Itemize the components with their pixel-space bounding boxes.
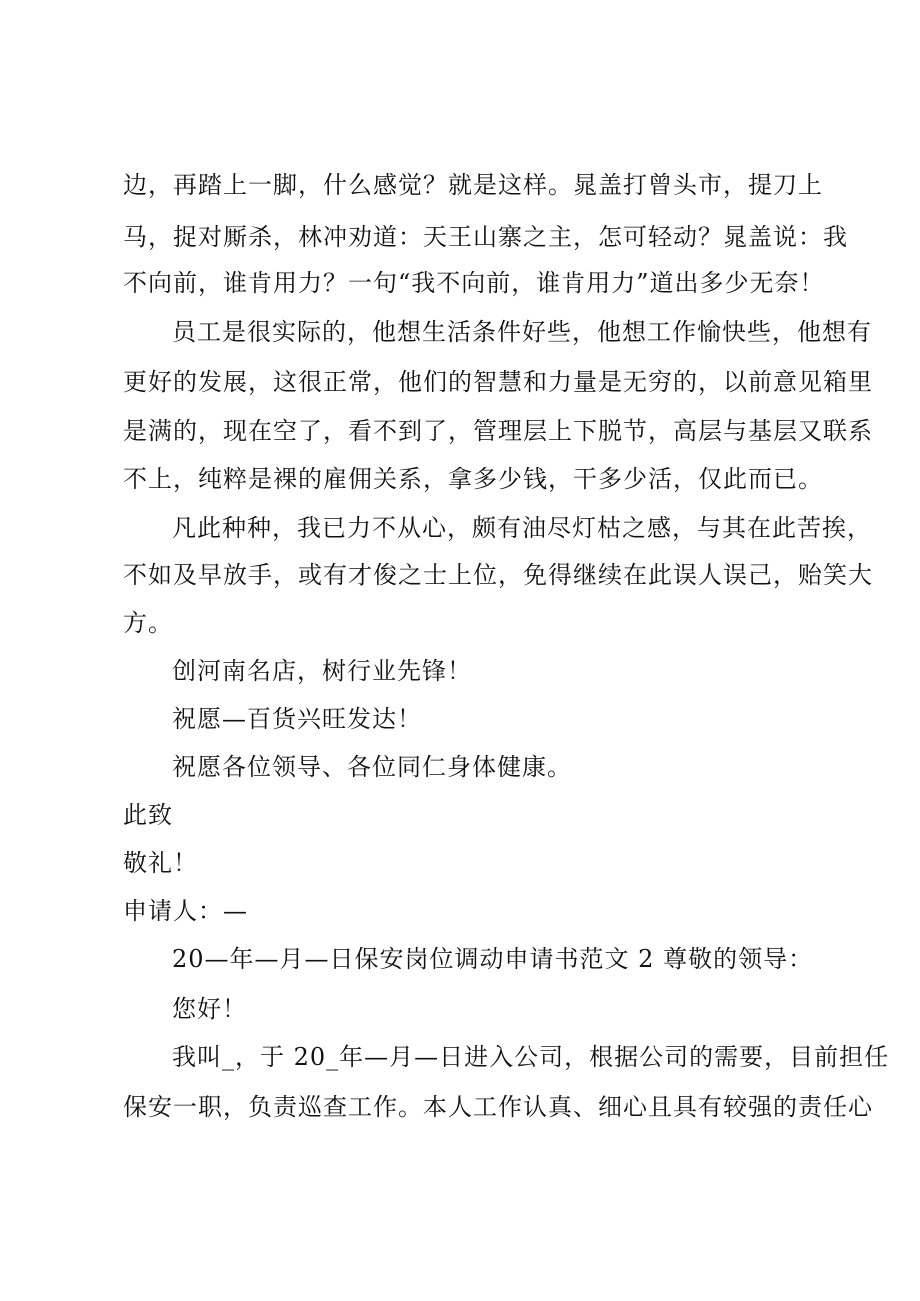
slogan-line: 创河南名店，树行业先锋！ xyxy=(172,657,472,685)
applicant-line: 申请人：— xyxy=(123,897,248,925)
paragraph-line: 凡此种种，我已力不从心，颇有油尽灯枯之感，与其在此苦挨， xyxy=(172,514,872,542)
paragraph-line: 员工是很实际的，他想生活条件好些，他想工作愉快些，他想有 xyxy=(172,318,872,346)
paragraph-line: 保安一职，负责巡查工作。本人工作认真、细心且具有较强的责任心 xyxy=(123,1093,873,1121)
paragraph-line: 不如及早放手，或有才俊之士上位，免得继续在此误人误己，贻笑大 xyxy=(123,561,873,589)
paragraph-line: 不向前，谁肯用力？一句“我不向前，谁肯用力”道出多少无奈！ xyxy=(123,269,825,297)
salutation-line: 敬礼！ xyxy=(123,849,198,877)
paragraph-line: 我叫_，于 20_年—月—日进入公司，根据公司的需要，目前担任 xyxy=(172,1043,890,1071)
paragraph-line: 马，捉对厮杀，林冲劝道：天王山寨之主，怎可轻动？晁盖说：我 xyxy=(123,223,848,251)
greeting-line: 您好！ xyxy=(172,995,247,1023)
paragraph-line: 不上，纯粹是裸的雇佣关系，拿多少钱，干多少活，仅此而已。 xyxy=(123,465,823,493)
paragraph-line: 方。 xyxy=(123,609,173,637)
paragraph-line: 边，再踏上一脚，什么感觉？就是这样。晁盖打曾头市，提刀上 xyxy=(123,171,823,199)
paragraph-line: 是满的，现在空了，看不到了，管理层上下脱节，高层与基层又联系 xyxy=(123,417,873,445)
section-heading-line: 20—年—月—日保安岗位调动申请书范文 2 尊敬的领导： xyxy=(172,945,814,973)
closing-line: 此致 xyxy=(123,801,173,829)
wish-line: 祝愿—百货兴旺发达！ xyxy=(172,705,422,733)
wish-line: 祝愿各位领导、各位同仁身体健康。 xyxy=(172,753,572,781)
paragraph-line: 更好的发展，这很正常，他们的智慧和力量是无穷的，以前意见箱里 xyxy=(123,368,873,396)
